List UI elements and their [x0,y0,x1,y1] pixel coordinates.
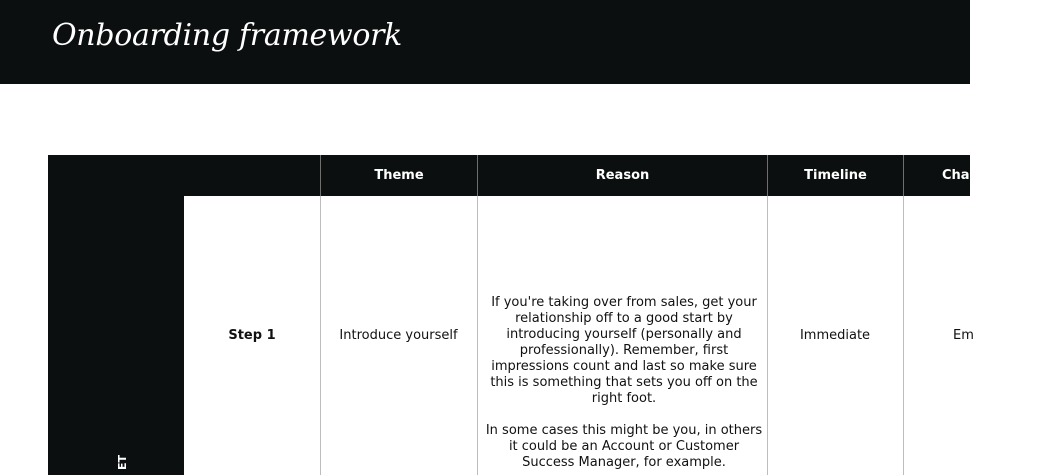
channel-cell: Em [953,328,974,343]
stage-sidebar [48,155,184,475]
page-title: Onboarding framework [52,18,403,53]
header-timeline: Timeline [767,155,903,196]
reason-paragraph: In some cases this might be you, in others it could be an Account or Customer Success Manager, for example. [485,423,763,470]
page-header [0,0,970,84]
header-step [184,155,320,196]
theme-cell: Introduce yourself [339,328,458,343]
grid-line [477,196,478,475]
onboarding-table [184,155,974,475]
header-channel: Cha [903,155,1043,196]
step-cell: Step 1 [228,328,276,343]
table-header-row [184,155,970,196]
reason-cell [482,295,766,471]
reason-paragraph: If you're taking over from sales, get your relationship off to a good start by introducing yourself (personally and professionally). Remember, first impressions count and last so make sure this is something that sets you off on the right foot. [490,295,758,406]
timeline-cell: Immediate [799,328,871,343]
stage-label: ET [116,454,129,470]
header-reason: Reason [477,155,767,196]
header-theme: Theme [320,155,477,196]
